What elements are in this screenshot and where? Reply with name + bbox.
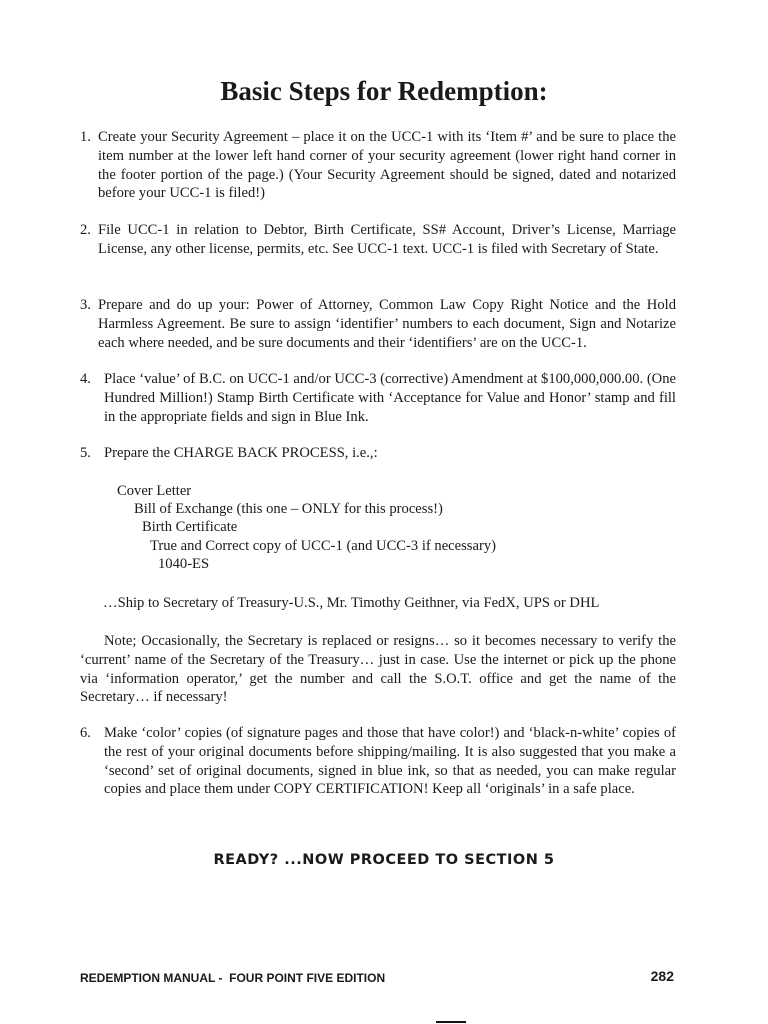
charge-back-item: 1040-ES [158,556,210,572]
step-number: 3. [80,297,91,313]
step-text: Prepare the CHARGE BACK PROCESS, i.e.,: [104,445,378,461]
page-number: 282 [650,968,674,984]
step-text: Place ‘value’ of B.C. on UCC-1 and/or UCC-3 (corrective) Amendment at $100,000,000.00. (One Hundred Million!) Stamp Birth Certificate with ‘Acceptance for Value and Honor’ stamp and fill in the appropriate fields and sign in Blue Ink. [104,371,676,425]
step-2 [80,221,676,259]
step-5 [80,444,676,463]
section-callout: READY? ...NOW PROCEED TO SECTION 5 [213,852,555,868]
step-text: File UCC-1 in relation to Debtor, Birth Certificate, SS# Account, Driver’s License, Marriage License, any other license, permits, etc. See UCC-1 text. UCC-1 is filed with Secretary of State. [98,222,676,257]
step-number: 5. [80,445,91,461]
note-paragraph [80,632,676,707]
step-4 [80,370,676,426]
step-3 [80,296,676,352]
ship-instruction: …Ship to Secretary of Treasury-U.S., Mr. Timothy Geithner, via FedX, UPS or DHL [103,595,600,611]
page-title: Basic Steps for Redemption: [220,76,548,106]
footer-title: REDEMPTION MANUAL - FOUR POINT FIVE EDITION [80,971,386,985]
charge-back-item: Cover Letter [117,483,192,499]
step-text: Make ‘color’ copies (of signature pages and those that have color!) and ‘black-n-white’ copies of the rest of your original documents before shipping/mailing. It is also suggested that you make a ‘second’ set of original documents, signed in blue ink, so that as needed, you can make regular copies and place them under COPY CERTIFICATION! Keep all ‘originals’ in a safe place. [104,725,676,798]
step-number: 2. [80,222,91,238]
step-1 [80,128,676,203]
charge-back-item: Birth Certificate [142,519,238,535]
step-number: 6. [80,725,91,741]
step-text: Create your Security Agreement – place it on the UCC-1 with its ‘Item #’ and be sure to place the item number at the lower left hand corner of your security agreement (lower right hand corner in the footer portion of the page.) (Your Security Agreement should be signed, dated and notarized before your UCC-1 is filed!) [98,129,676,202]
note-text: Note; Occasionally, the Secretary is replaced or resigns… so it becomes necessary to verify the ‘current’ name of the Secretary of the Treasury… just in case. Use the internet or pick up the phone via ‘information operator,’ get the number and call the S.O.T. office and get the name of the Secretary… if necessary! [80,633,676,706]
step-number: 4. [80,371,91,387]
step-text: Prepare and do up your: Power of Attorney, Common Law Copy Right Notice and the Hold Harmless Agreement. Be sure to assign ‘identifier’ numbers to each document, Sign and Notarize each where needed, and be sure documents and their ‘identifiers’ are on the UCC-1. [98,297,676,351]
step-6 [80,724,676,799]
step-number: 1. [80,129,91,145]
bottom-rule [436,1021,466,1023]
charge-back-item: Bill of Exchange (this one – ONLY for this process!) [134,501,443,517]
charge-back-item: True and Correct copy of UCC-1 (and UCC-3 if necessary) [150,538,496,554]
